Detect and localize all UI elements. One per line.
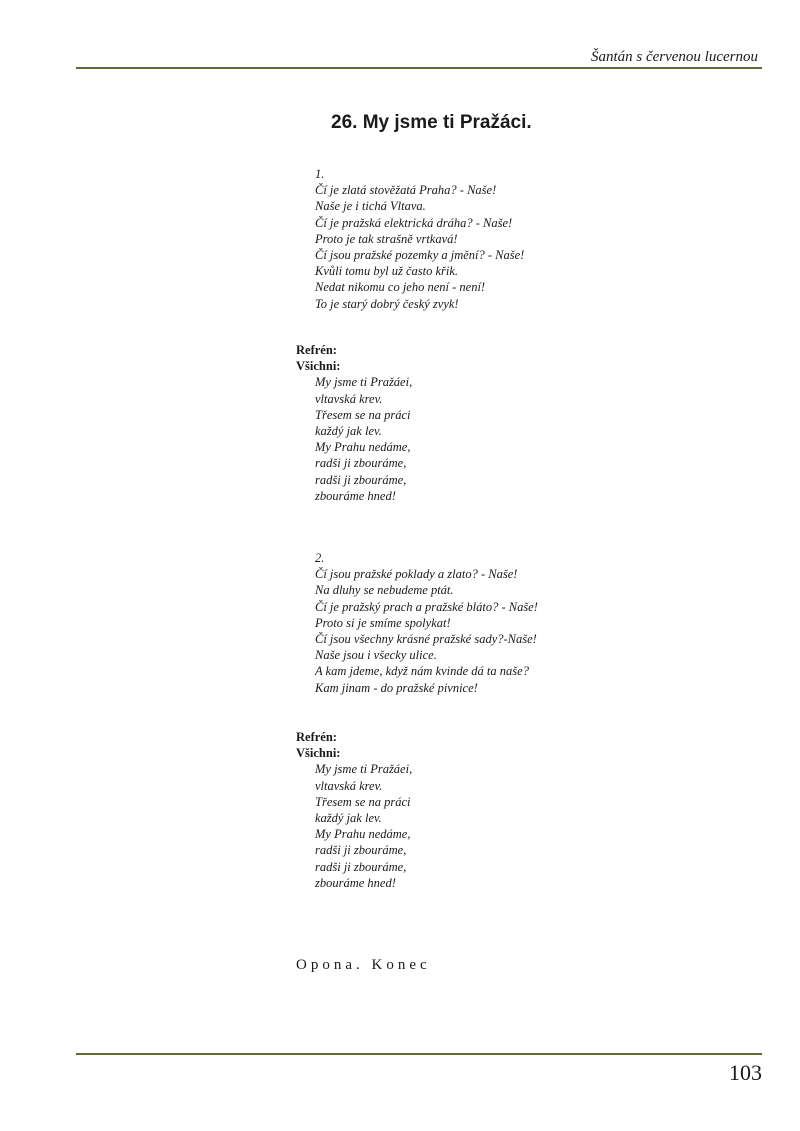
- header-rule: [76, 67, 762, 69]
- verse-line: Čí je zlatá stověžatá Praha? - Naše!: [315, 183, 497, 198]
- refrain-line: zbouráme hned!: [315, 488, 396, 503]
- refrain-label: Refrén:: [296, 343, 337, 357]
- refrain-line: Třesem se na práci: [315, 794, 411, 809]
- footer-rule: [76, 1053, 762, 1055]
- refrain-line: radši ji zbouráme,: [315, 859, 407, 874]
- page-number: 103: [729, 1060, 762, 1085]
- verse-line: Čí jsou pražské pozemky a jmění? - Naše!: [315, 248, 525, 263]
- verse-line: To je starý dobrý český zvyk!: [315, 296, 459, 311]
- verse-line: Proto si je smíme spolykat!: [315, 615, 451, 630]
- refrain-line: každý jak lev.: [315, 811, 382, 826]
- song-title: 26. My jsme ti Pražáci.: [331, 112, 532, 133]
- verse-line: Kam jinam - do pražské pivnice!: [315, 680, 478, 695]
- verse-line: Proto je tak strašně vrtkavá!: [315, 231, 458, 246]
- running-header: Šantán s červenou lucernou: [590, 49, 758, 65]
- verse-line: Naše jsou i všecky ulice.: [315, 648, 437, 663]
- verse-number: 2.: [315, 551, 325, 565]
- verse-line: Čí jsou pražské poklady a zlato? - Naše!: [315, 567, 518, 582]
- refrain-lines: [296, 374, 412, 504]
- refrain-line: Třesem se na práci: [315, 407, 411, 422]
- verse-line: Na dluhy se nebudeme ptát.: [315, 583, 454, 598]
- verse-2: [315, 550, 538, 696]
- refrain-line: radši ji zbouráme,: [315, 472, 407, 487]
- refrain-line: My jsme ti Pražáei,: [315, 762, 413, 777]
- refrain-line: radši ji zbouráme,: [315, 843, 407, 858]
- refrain-speaker: Všichni:: [296, 746, 341, 761]
- refrain-line: vltavská krev.: [315, 778, 383, 793]
- refrain-lines: [296, 761, 412, 891]
- refrain-2: [296, 729, 412, 891]
- verse-line: Čí jsou všechny krásné pražské sady?-Naše!: [315, 632, 537, 647]
- refrain-line: radši ji zbouráme,: [315, 456, 407, 471]
- refrain-1: [296, 342, 412, 504]
- refrain-line: My Prahu nedáme,: [315, 440, 411, 455]
- verse-number: 1.: [315, 167, 325, 181]
- verse-line: Naše je i tichá Vltava.: [315, 199, 426, 214]
- refrain-line: každý jak lev.: [315, 424, 382, 439]
- verse-line: A kam jdeme, když nám kvinde dá ta naše?: [315, 664, 529, 679]
- refrain-line: vltavská krev.: [315, 391, 383, 406]
- verse-line: Kvůli tomu byl už často křik.: [315, 264, 459, 279]
- refrain-line: My jsme ti Pražáei,: [315, 375, 413, 390]
- curtain-ending: Opona. Konec: [296, 957, 431, 973]
- refrain-speaker: Všichni:: [296, 359, 341, 374]
- verse-1: [315, 166, 524, 312]
- verse-line: Čí je pražský prach a pražské bláto? - Naše!: [315, 599, 538, 614]
- verse-line: Nedat nikomu co jeho není - není!: [315, 280, 486, 295]
- refrain-line: My Prahu nedáme,: [315, 827, 411, 842]
- verse-line: Čí je pražská elektrická dráha? - Naše!: [315, 215, 513, 230]
- refrain-label: Refrén:: [296, 730, 337, 744]
- refrain-line: zbouráme hned!: [315, 875, 396, 890]
